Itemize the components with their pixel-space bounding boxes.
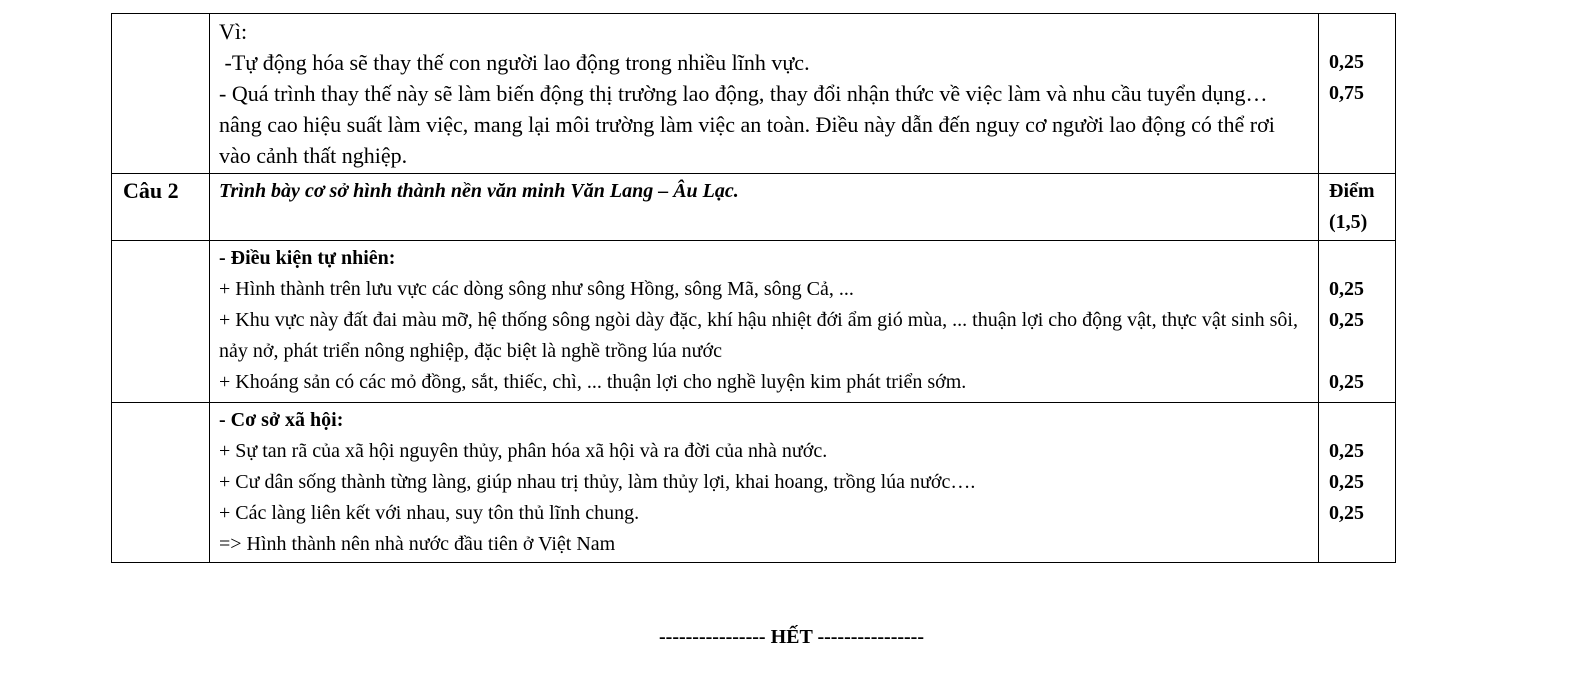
social-score-cell	[1319, 403, 1396, 563]
end-marker: ---------------- HẾT ----------------	[659, 626, 924, 648]
score-value: 0,25	[1329, 309, 1364, 331]
label-cell-empty	[112, 241, 210, 403]
social-item: + Sự tan rã của xã hội nguyên thủy, phân hóa xã hội và ra đời của nhà nước.	[219, 440, 828, 462]
reason-content-cell	[210, 14, 1319, 174]
question-label: Câu 2	[112, 174, 210, 241]
reason-line-intro: Vì:	[219, 19, 248, 44]
reason-line-2: - Quá trình thay thế này sẽ làm biến động thị trường lao động, thay đổi nhận thức về việc làm và nhu cầu tuyển dụng… nâng cao hiệu suất làm việc, mang lại môi trường làm việc an toàn. Điều này dẫn đến nguy cơ người lao động có thể rơi vào cảnh thất nghiệp.	[219, 81, 1275, 168]
score-value: 0,25	[1329, 371, 1364, 393]
reason-line-1: -Tự động hóa sẽ thay thế con người lao động trong nhiều lĩnh vực.	[219, 50, 810, 75]
score-value: 0,25	[1329, 502, 1364, 524]
score-value: 0,25	[1329, 51, 1364, 73]
question-text: Trình bày cơ sở hình thành nền văn minh Văn Lang – Âu Lạc.	[219, 180, 739, 202]
social-item: + Cư dân sống thành từng làng, giúp nhau trị thủy, làm thủy lợi, khai hoang, trồng lúa nước….	[219, 471, 976, 493]
social-heading: - Cơ sở xã hội:	[219, 409, 344, 431]
label-cell-empty	[112, 403, 210, 563]
score-value: 0,25	[1329, 471, 1364, 493]
social-conclusion: => Hình thành nên nhà nước đầu tiên ở Việt Nam	[219, 533, 616, 555]
points-value: (1,5)	[1329, 211, 1368, 233]
points-cell	[1319, 174, 1396, 241]
social-content-cell	[210, 403, 1319, 563]
score-value: 0,75	[1329, 82, 1364, 104]
natural-heading: - Điều kiện tự nhiên:	[219, 247, 396, 269]
social-item: + Các làng liên kết với nhau, suy tôn thủ lĩnh chung.	[219, 502, 640, 524]
score-value: 0,25	[1329, 440, 1364, 462]
natural-item: + Hình thành trên lưu vực các dòng sông như sông Hồng, sông Mã, sông Cả, ...	[219, 278, 854, 300]
table-row-question	[112, 174, 1396, 241]
table-row-natural	[112, 241, 1396, 403]
table-row-reason	[112, 14, 1396, 174]
natural-item: + Khoáng sản có các mỏ đồng, sắt, thiếc, chì, ... thuận lợi cho nghề luyện kim phát triển sớm.	[219, 371, 967, 393]
table-row-social	[112, 403, 1396, 563]
natural-item: + Khu vực này đất đai màu mỡ, hệ thống sông ngòi dày đặc, khí hậu nhiệt đới ẩm gió mùa, ... thuận lợi cho động vật, thực vật sinh sôi, nảy nở, phát triển nông nghiệp, đặc biệt là nghề trồng lúa nước	[219, 309, 1298, 362]
natural-content-cell	[210, 241, 1319, 403]
score-value: 0,25	[1329, 278, 1364, 300]
answer-key-table	[111, 13, 1396, 563]
natural-score-cell	[1319, 241, 1396, 403]
reason-score-cell	[1319, 14, 1396, 174]
points-label: Điểm	[1329, 180, 1375, 202]
question-cell	[210, 174, 1319, 241]
label-cell-empty	[112, 14, 210, 174]
